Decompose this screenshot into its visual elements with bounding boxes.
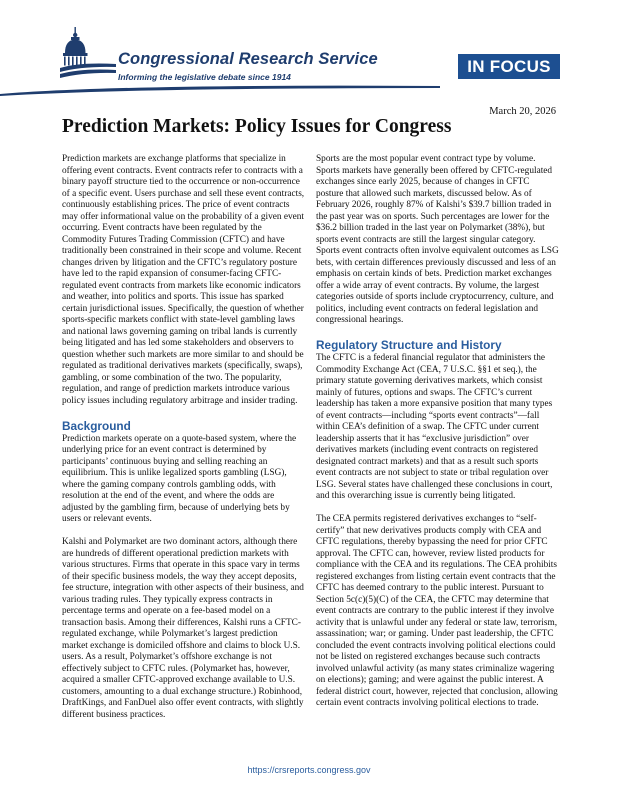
org-tagline: Informing the legislative debate since 1914	[118, 72, 291, 82]
background-paragraph-1: Prediction markets operate on a quote-based system, where the underlying price for an event contract is determined by participants’ continuous buying and selling reaching an equilibrium. This is unlike legalized sports gambling (LSG), where the gaming company controls gambling odds, with resolution at the end of the event, and where the odds are adjusted by the gambling firm, because of underlying bets by users or relevant events.	[62, 433, 297, 524]
background-heading: Background	[62, 418, 131, 433]
background-paragraph-2: Kalshi and Polymarket are two dominant actors, although there are hundreds of different operational prediction markets with various structures. Firms that operate in this space vary in terms of their specific business models, the way they accept deposits, fee structure, integration with other aspects of their business, and various trading rules. They typically express contracts in percentage terms and operate on a fee-based model on a transaction basis. Among their differences, Kalshi runs a CFTC-regulated exchange, while Polymarket’s largest prediction market exchange is domiciled offshore and claims to block U.S. users. As a result, Polymarket’s offshore exchange is not effectively subject to CFTC rules. (Polymarket has, however, acquired a smaller CFTC-approved exchange available to U.S. customers, amounting to a dual exchange structure.) Robinhood, DraftKings, and FanDuel also offer event contracts, with slightly different business practices.	[62, 537, 304, 720]
capitol-dome-logo-icon	[60, 26, 118, 88]
regulatory-paragraph-2: The CEA permits registered derivatives exchanges to “self-certify” that new derivatives products comply with CEA and CFTC regulations, thereby bypassing the need for prior CFTC approval. The CFTC can, however, review listed products for compliance with the CEA and its regulations. The CEA prohibits registered exchanges from listing certain event contracts that the CFTC has deemed contrary to the public interest. Pursuant to Section 5c(c)(5)(C) of the CEA, the CFTC may determine that event contracts are contrary to the public interest if they involve activity that is unlawful under any federal or state law, terrorism, assassination; war; or gaming. Under past leadership, the CFTC concluded the event contracts involving political elections could not be listed on registered exchanges because such contracts involved unlawful activity (as many states criminalize wagering on elections); gaming; and were against the public interest. A federal district court, however, rejected that conclusion, allowing certain event contracts involving political elections to trade.	[316, 514, 558, 708]
right-column	[316, 154, 559, 721]
report-header	[0, 0, 618, 100]
regulatory-paragraph-1: The CFTC is a federal financial regulator that administers the Commodity Exchange Act (CEA, 7 U.S.C. §§1 et seq.), the primary statute governing derivatives markets, which consist mainly of futures, options and swaps. The CFTC’s current leadership has taken a more expansive position that many types of event contracts—including “sports event contracts”—fall within CEA’s definition of a swap. The CFTC under current leadership asserts that it has “exclusive jurisdiction” over derivatives markets (including event contracts on registered designated contract markets) and that as a result such sports event contracts are not subject to state or tribal regulation over LSG. Several states have challenged these conclusions in court, and this overarching issue is currently being litigated.	[316, 353, 553, 501]
sports-paragraph: Sports are the most popular event contract type by volume. Sports markets have generally been offered by CFTC-regulated exchanges since early 2025, because of changes in CFTC posture that allowed such markets, discussed below. As of February 2026, roughly 87% of Kalshi’s $39.7 billion traded in the past year was on sports. Such percentages are lower for the $36.2 billion traded in the last year on Polymarket (38%), but sports event contracts are still the largest singular category. Sports event contracts often involve equivalent outcomes as LSG bets, with certain differences previously discussed and less of an emphasis on certain kinds of bets. Prediction market exchanges offer a wide array of event contracts. By volume, the largest categories outside of sports include cryptocurrency, culture, and politics, including event contracts on federal legislation and congressional hearings.	[316, 154, 559, 325]
header-swoosh-decoration	[0, 82, 440, 96]
org-name: Congressional Research Service	[118, 50, 378, 68]
report-date: March 20, 2026	[489, 106, 556, 117]
left-column	[62, 154, 305, 733]
footer-url-link[interactable]: https://crsreports.congress.gov	[247, 765, 371, 775]
intro-paragraph: Prediction markets are exchange platforms that specialize in offering event contracts. Event contracts refer to contracts with a binary payoff structure tied to the occurrence or non-occurrence of a specific event. Users purchase and sell these event contracts, continuously establishing prices. The price of event contracts may offer informational value on the probability of a given event occurring. Event contracts have been regulated by the Commodity Futures Trading Commission (CFTC) and have traditionally been constrained in their scope and volume. Recent changes driven by litigation and the CFTC’s regulatory posture have led to the rapid expansion of consumer-facing CFTC-regulated event contracts from markets like economic indicators and weather, into politics and sports. This issue has sparked certain jurisdictional issues. Specifically, the question of whether sports-specific markets conflict with state-level gambling laws and national laws governing gaming on tribal lands is currently being litigated and has led some stakeholders and observers to question whether such markets are more similar to and should be regulated as traditional derivatives markets (specifically, swaps), gambling, or some combination of the two. The popularity, regulation, and range of prediction markets introduce various policy issues including regulatory arbitrage and insider trading.	[62, 154, 305, 406]
in-focus-badge: IN FOCUS	[458, 54, 560, 79]
page-title: Prediction Markets: Policy Issues for Congress	[62, 116, 452, 137]
regulatory-heading: Regulatory Structure and History	[316, 338, 502, 352]
